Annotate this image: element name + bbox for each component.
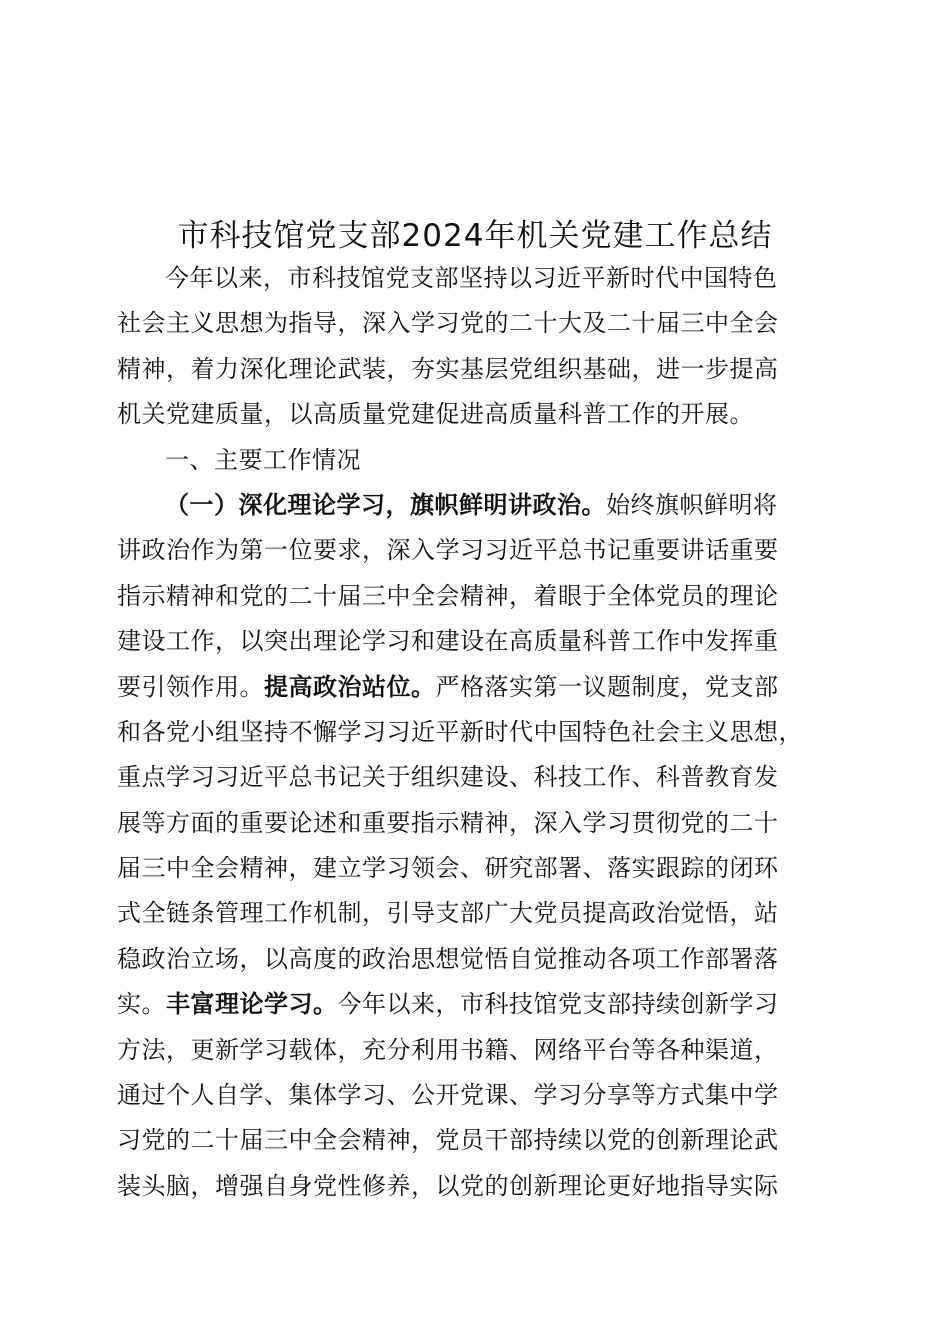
document-body [117, 256, 837, 1209]
bold-phrase: 提高政治站位。 [264, 672, 436, 701]
paragraph-line: 建设工作，以突出理论学习和建设在高质量科普工作中发挥重 [117, 627, 779, 656]
paragraph-line [117, 982, 837, 1027]
paragraph-line: 展等方面的重要论述和重要指示精神，深入学习贯彻党的二十 [117, 808, 779, 837]
paragraph-line: 讲政治作为第一位要求，深入学习习近平总书记重要讲话重要 [117, 536, 779, 565]
paragraph-text: 实。 [117, 990, 166, 1019]
paragraph-line: 重点学习习近平总书记关于组织建设、科技工作、科普教育发 [117, 763, 779, 792]
paragraph-text: 严格落实第一议题制度，党支部 [435, 672, 779, 701]
paragraph-line: 装头脑，增强自身党性修养，以党的创新理论更好地指导实际 [117, 1171, 779, 1200]
paragraph-line: 机关党建质量，以高质量党建促进高质量科普工作的开展。 [117, 400, 754, 429]
paragraph-text: 要引领作用。 [117, 672, 264, 701]
paragraph-line: 稳政治立场，以高度的政治思想觉悟自觉推动各项工作部署落 [117, 944, 779, 973]
document-title: 市科技馆党支部2024年机关党建工作总结 [177, 218, 773, 254]
paragraph-line: 和各党小组坚持不懈学习习近平新时代中国特色社会主义思想， [117, 717, 803, 746]
paragraph-line: 通过个人自学、集体学习、公开党课、学习分享等方式集中学 [117, 1081, 779, 1110]
paragraph-line [117, 665, 837, 710]
paragraph-line: 今年以来，市科技馆党支部坚持以习近平新时代中国特色 [165, 264, 778, 292]
subsection-title: （一）深化理论学习，旗帜鲜明讲政治。 [165, 490, 606, 519]
bold-phrase: 丰富理论学习。 [166, 990, 338, 1019]
paragraph-line: 习党的二十届三中全会精神，党员干部持续以党的创新理论武 [117, 1126, 779, 1155]
paragraph-line: 式全链条管理工作机制，引导支部广大党员提高政治觉悟，站 [117, 899, 779, 928]
paragraph-line: 方法，更新学习载体，充分利用书籍、网络平台等各种渠道， [117, 1035, 779, 1064]
paragraph-line: 精神，着力深化理论武装，夯实基层党组织基础，进一步提高 [117, 354, 779, 383]
section-heading: 一、主要工作情况 [165, 445, 361, 474]
paragraph-text: 今年以来，市科技馆党支部持续创新学习 [337, 990, 779, 1019]
paragraph-line: 届三中全会精神，建立学习领会、研究部署、落实跟踪的闭环 [117, 854, 779, 883]
paragraph-line: 指示精神和党的二十届三中全会精神，着眼于全体党员的理论 [117, 581, 779, 610]
paragraph-line: 社会主义思想为指导，深入学习党的二十大及二十届三中全会 [117, 309, 779, 338]
paragraph-line [117, 483, 837, 528]
paragraph-text: 始终旗帜鲜明将 [606, 490, 778, 519]
